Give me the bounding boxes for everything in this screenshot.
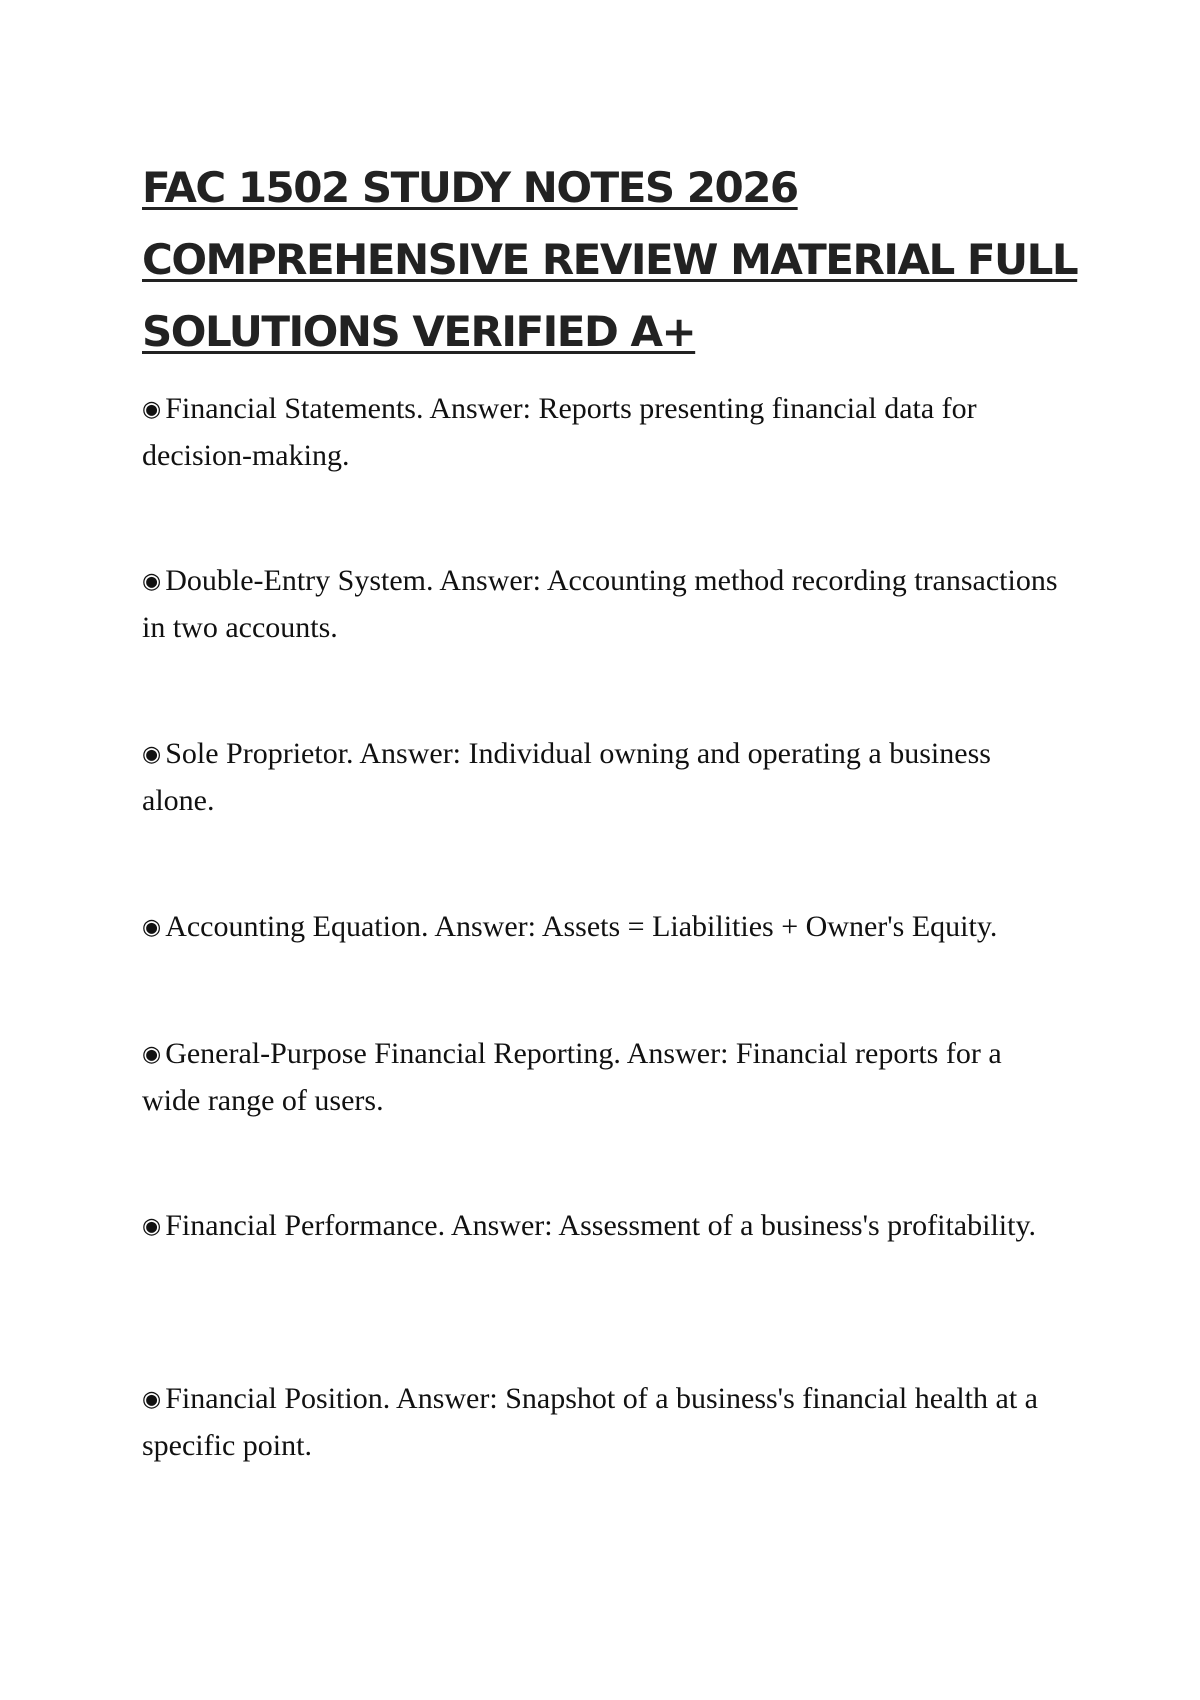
document-title <box>142 152 1082 368</box>
entry-text: Double-Entry System. Answer: Accounting method recording transactions in two accounts. <box>142 564 1058 644</box>
entry-text: Financial Statements. Answer: Reports presenting financial data for decision-making. <box>142 392 977 472</box>
radio-bullet-icon: ◉ <box>142 742 162 767</box>
list-item <box>142 731 1062 824</box>
list-item <box>142 558 1062 651</box>
radio-bullet-icon: ◉ <box>142 569 162 594</box>
entry-text: Financial Position. Answer: Snapshot of a business's financial health at a specific point. <box>142 1382 1038 1462</box>
list-item <box>142 386 1062 479</box>
list-item <box>142 904 1062 951</box>
radio-bullet-icon: ◉ <box>142 397 162 422</box>
list-item <box>142 1031 1062 1124</box>
entry-text: Financial Performance. Answer: Assessment of a business's profitability. <box>165 1209 1037 1242</box>
list-item <box>142 1376 1062 1469</box>
radio-bullet-icon: ◉ <box>142 1042 162 1067</box>
title-line-1: FAC 1502 STUDY NOTES 2026 <box>142 163 798 212</box>
entry-text: General-Purpose Financial Reporting. Answer: Financial reports for a wide range of users. <box>142 1037 1002 1117</box>
title-line-3: SOLUTIONS VERIFIED A+ <box>142 307 696 356</box>
title-line-2: COMPREHENSIVE REVIEW MATERIAL FULL <box>142 235 1078 284</box>
radio-bullet-icon: ◉ <box>142 1387 162 1412</box>
radio-bullet-icon: ◉ <box>142 915 162 940</box>
list-item <box>142 1203 1062 1250</box>
entry-text: Sole Proprietor. Answer: Individual owning and operating a business alone. <box>142 737 991 817</box>
entry-text: Accounting Equation. Answer: Assets = Liabilities + Owner's Equity. <box>165 910 998 943</box>
radio-bullet-icon: ◉ <box>142 1214 162 1239</box>
